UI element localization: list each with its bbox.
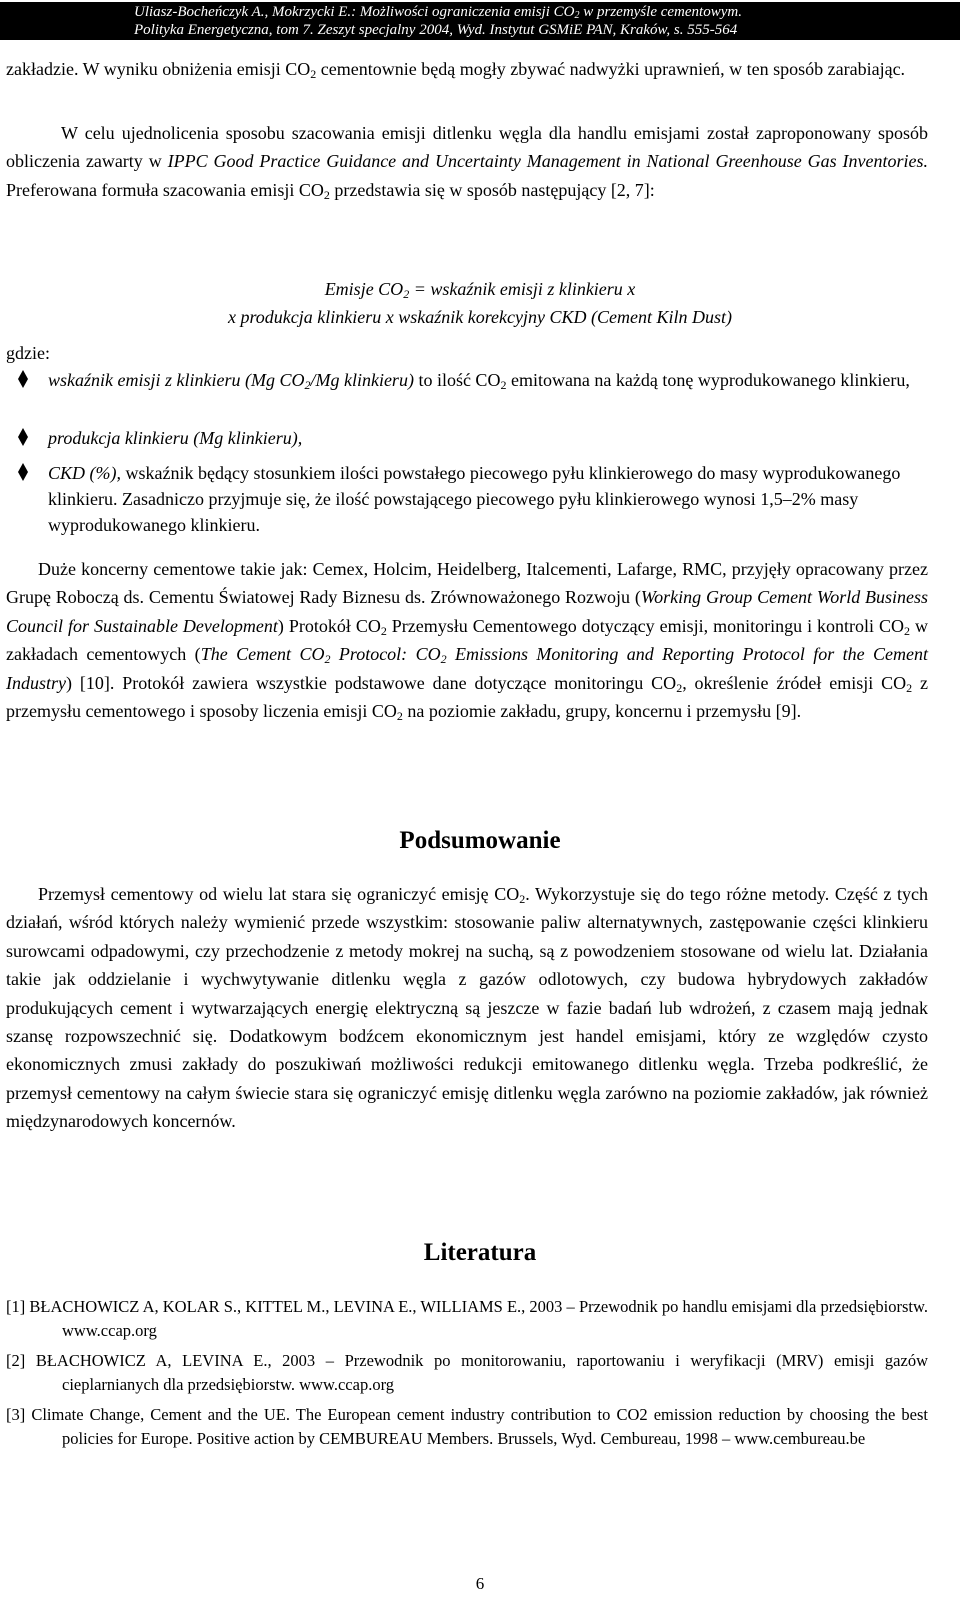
bullet-item-1: wskaźnik emisji z klinkieru (Mg $CO_2/Mg$ klinkieru) to ilość $CO_2$ emitowana na każdą tonę wyprodukowanego klinkieru, — [48, 370, 910, 392]
heading-literature: Literatura — [423, 1239, 537, 1266]
gdzie-label: gdzie: — [6, 343, 50, 363]
reference-item: [2] BŁACHOWICZ A, LEVINA E., 2003 – Przewodnik po monitorowaniu, raportowaniu i weryfikacji (MRV) emisji gazów cieplarnianych dla przedsiębiorstw. www.ccap.org — [6, 1351, 928, 1394]
header-line-1 — [134, 3, 960, 21]
formula-line-1: Emisje $CO_2$ = wskaźnik emisji z klinkieru x — [324, 279, 636, 301]
header-title-part: w przemyśle cementowym. — [579, 4, 742, 20]
paragraph-3: Duże koncerny cementowe takie jak: Cemex, Holcim, Heidelberg, Italcementi, Lafarge, RMC, przyjęły opracowany przez Grupę Roboczą ds. Cementu Światowej Rady Biznesu ds. Zrównoważonego Rozwoju (Working Group Cement World Business Council for Sustainable Development) Protokół $CO_2$ Przemysłu Cementowego dotyczący emisji, monitoringu i kontroli $CO_2$ w zakładach cementowych (The Cement $CO_2$ Protocol: $CO_2$ Emissions Monitoring and Reporting Protocol for the Cement Industry) [10]. Protokół zawiera wszystkie podstawowe dane dotyczące monitoringu $CO_2$, określenie źródeł emisji $CO_2$ z przemysłu cementowego i sposoby liczenia emisji $CO_2$ na poziomie zakładu, grupy, koncernu i przemysłu [9]. — [6, 559, 929, 724]
paragraph-2: W celu ujednolicenia sposobu szacowania emisji ditlenku węgla dla handlu emisjami został zaproponowany sposób obliczenia zawarty w IPPC Good Practice Guidance and Uncertainty Management in National Greenhouse Gas Inventories. Preferowana formuła szacowania emisji $CO_2$ przedstawia się w sposób następujący [2, 7]: — [6, 123, 928, 202]
bullet-item-3: CKD (%), wskaźnik będący stosunkiem ilości powstałego piecowego pyłu klinkierowego do masy wyprodukowanego klinkieru. Zasadniczo przyjmuje się, że ilość powstającego piecowego pyłu klinkierowego wynosi 1,5–2% masy wyprodukowanego klinkieru. — [48, 463, 901, 535]
reference-item: [3] Climate Change, Cement and the UE. The European cement industry contribution to CO2 emission reduction by choosing the best policies for Europe. Positive action by CEMBUREAU Members. Brussels, Wyd. Cembureau, 1998 – www.cembureau.be — [6, 1405, 928, 1448]
reference-item: [1] BŁACHOWICZ A, KOLAR S., KITTEL M., LEVINA E., WILLIAMS E., 2003 – Przewodnik po handlu emisjami dla przedsiębiorstw. www.ccap.org — [6, 1297, 928, 1340]
paragraph-summary: Przemysł cementowy od wielu lat stara się ograniczyć emisję $CO_2$. Wykorzystuje się do tego różne metody. Część z tych działań, wśród których należy wymienić przede wszystkim: stosowanie paliw alternatywnych, zastępowanie części klinkieru surowcami odpadowymi, czy przechodzenie z metody mokrej na suchą, są z powodzeniem stosowane od wielu lat. Działania takie jak oddzielanie i wychwytywanie ditlenku węgla z gazów odlotowych, czy budowa hybrydowych zakładów produkujących cement i wytwarzających energię elektryczną są jeszcze w fazie badań lub wdrożeń, z czasem mają jednak szansę rozpowszechnić się. Dodatkowym bodźcem ekonomicznym jest handel emisjami, który ze względów czysto ekonomicznych zmusi zakłady do poszukiwań możliwości redukcji emitowanego ditlenku węgla. Trzeba podkreślić, że przemysł cementowy na całym świecie stara się ograniczyć emisję ditlenku węgla zarówno na poziomie zakładów, jak również międzynarodowych koncernów. — [6, 884, 928, 1132]
diamond-bullet-icon — [17, 427, 29, 447]
header-subscript: 2 — [574, 10, 580, 21]
bullet-item-2: produkcja klinkieru (Mg klinkieru), — [48, 428, 303, 448]
header-authors: Uliasz-Bocheńczyk A., Mokrzycki E. — [134, 4, 352, 20]
page-number: 6 — [475, 1574, 485, 1593]
header-line-2: Polityka Energetyczna, tom 7. Zeszyt specjalny 2004, Wyd. Instytut GSMiE PAN, Kraków, s. 555-564 — [134, 22, 738, 38]
diamond-bullet-icon — [17, 369, 29, 389]
running-header — [0, 2, 960, 40]
diamond-bullet-icon — [17, 462, 29, 482]
paragraph-1: zakładzie. W wyniku obniżenia emisji $CO_2$ cementownie będą mogły zbywać nadwyżki uprawnień, w ten sposób zarabiając. — [6, 59, 906, 81]
formula-line-2: x produkcja klinkieru x wskaźnik korekcyjny CKD (Cement Kiln Dust) — [227, 307, 733, 327]
heading-summary: Podsumowanie — [399, 827, 561, 854]
header-title-part: : Możliwości ograniczenia emisji CO — [351, 4, 575, 20]
